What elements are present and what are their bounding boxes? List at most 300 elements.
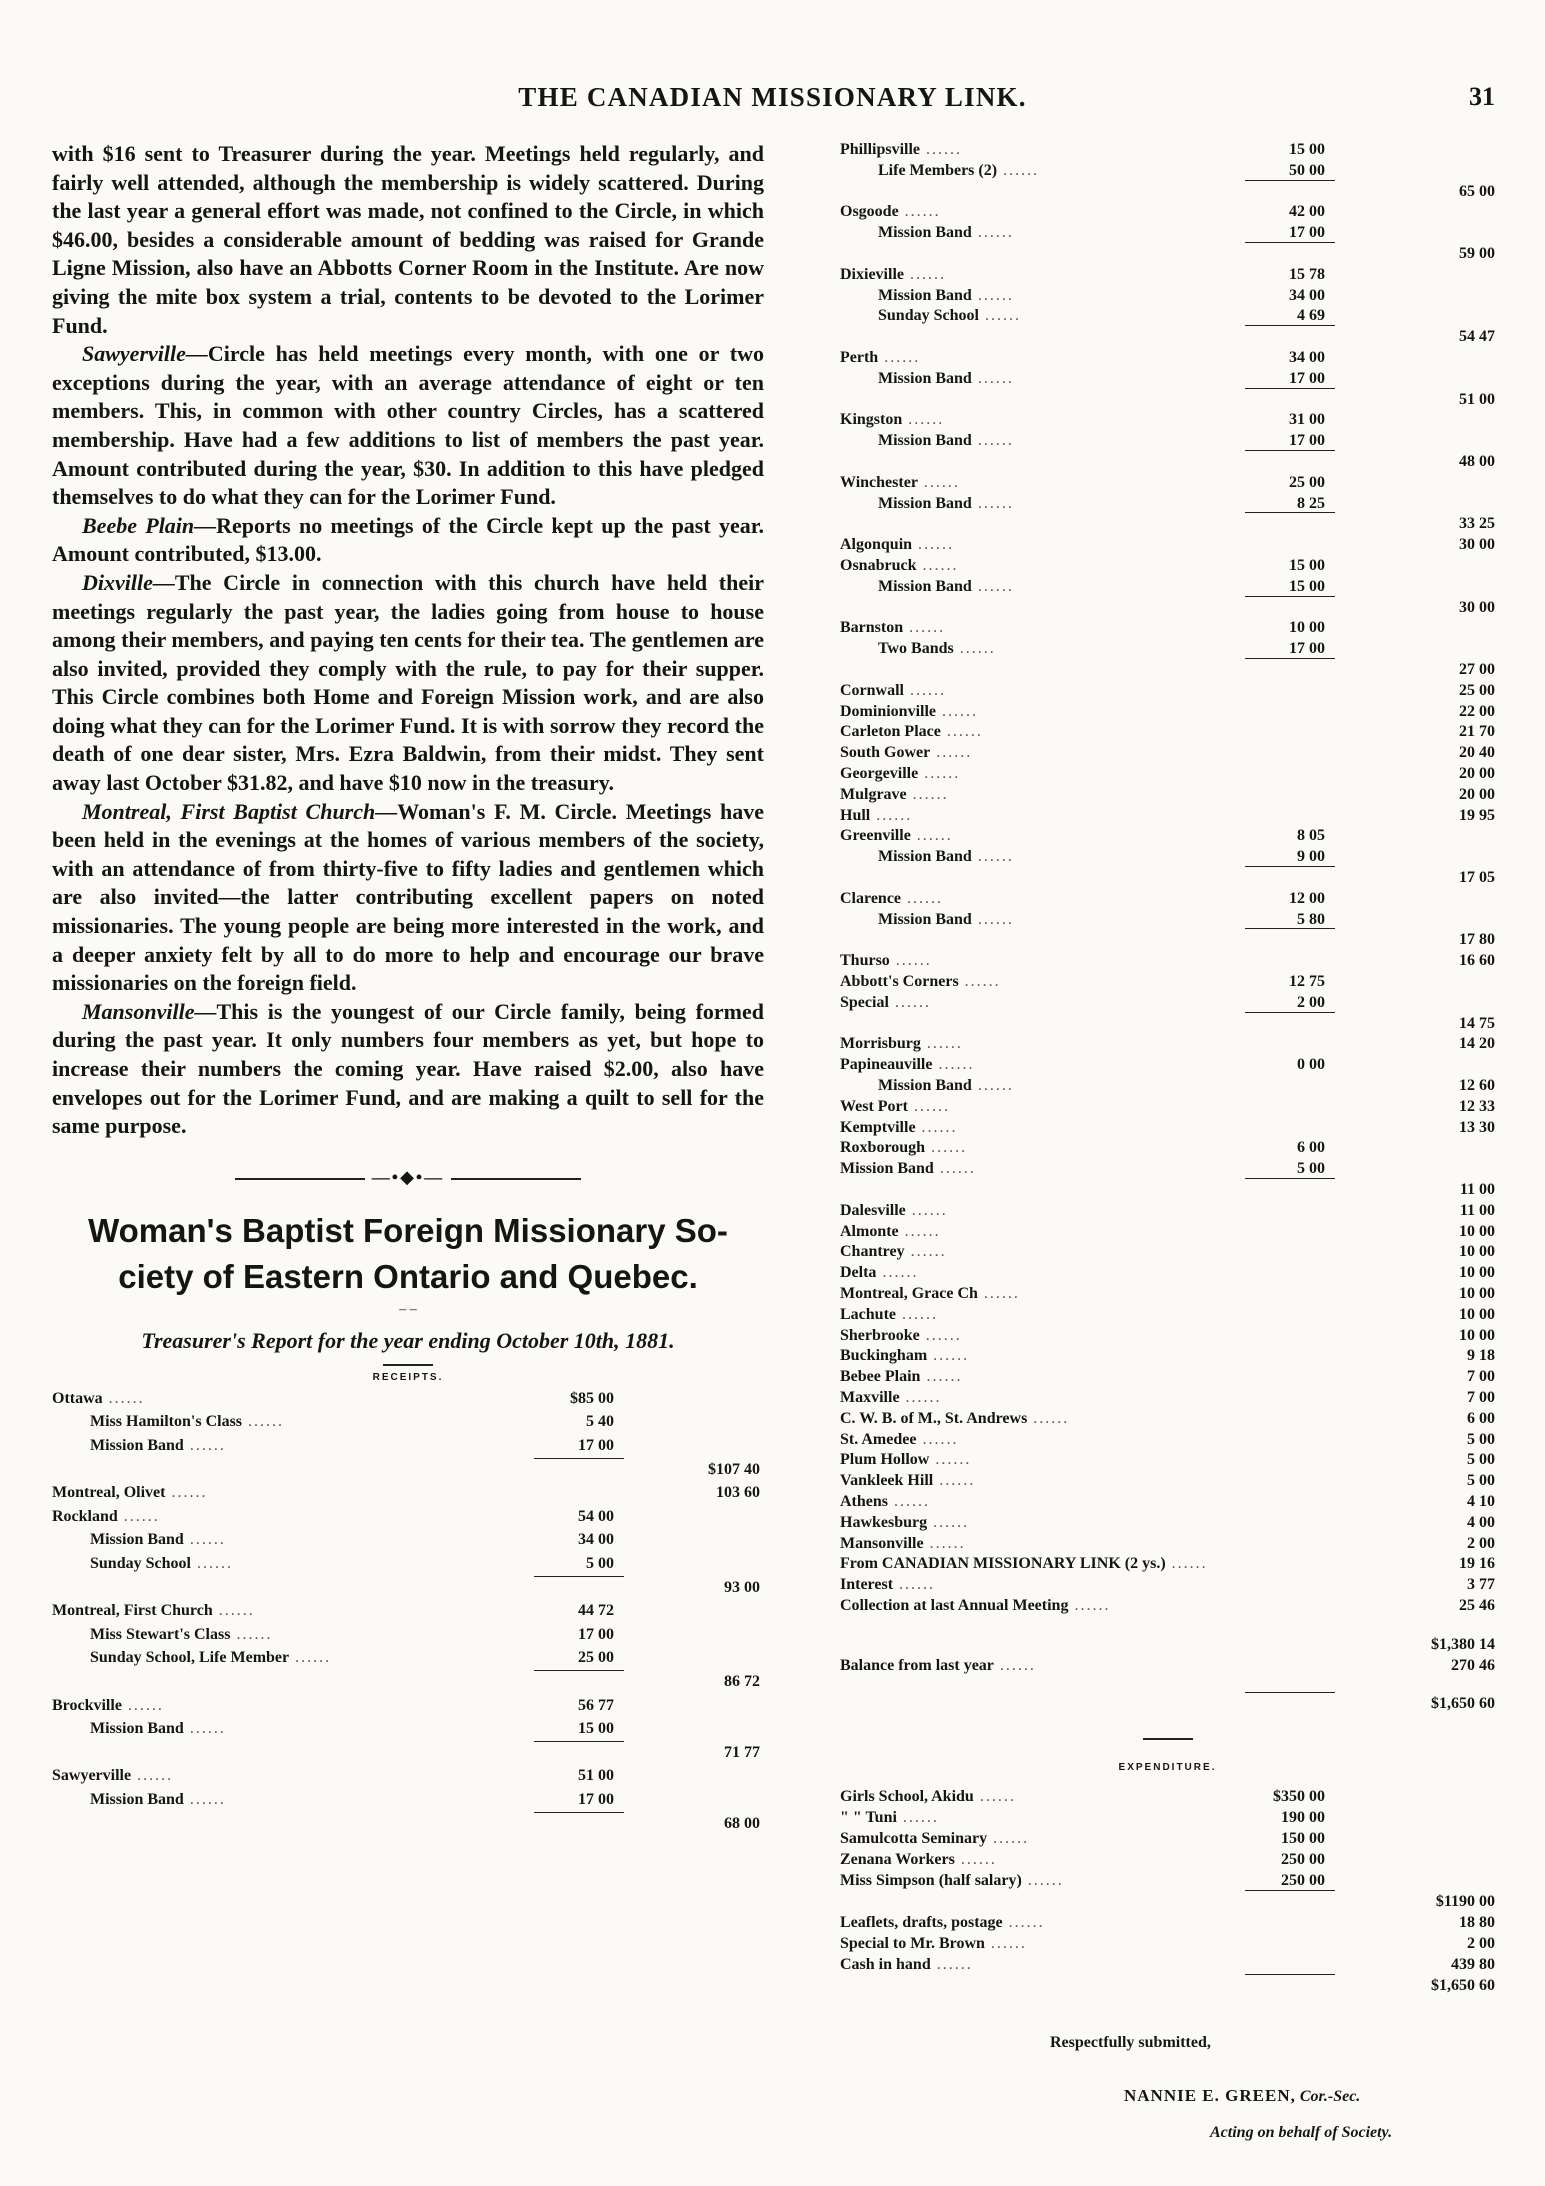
account-label: Miss Hamilton's Class ......: [90, 1413, 285, 1431]
account-label: Special to Mr. Brown ......: [840, 1935, 1027, 1952]
account-row: [840, 1575, 1495, 1595]
account-row: [840, 1138, 1495, 1158]
account-amount: 17 00: [1289, 432, 1325, 450]
sum-rule: [534, 1741, 624, 1742]
account-row: [840, 1180, 1495, 1200]
account-row: [840, 1034, 1495, 1054]
account-label: " " Tuni ......: [840, 1809, 939, 1826]
account-total: 25 00: [1459, 681, 1495, 699]
account-total: 14 20: [1459, 1035, 1495, 1053]
account-row: [52, 1743, 764, 1763]
paragraph-lead: Montreal, First Baptist Church—: [82, 798, 398, 824]
paragraph-text: with $16 sent to Treasurer during the year. Meetings held regularly, and fairly well attended, although the membership is widely scattered. During the last year a general effort was made, not confined to the Circle, in which $46.00, besides a considerable amount of bedding was raised for Grande Ligne Mission, also have an Abbotts Corner Room in the Institute. Are now giving the mite box system a trial, contents to be devoted to the Lorimer Fund.: [52, 141, 764, 338]
account-row: [840, 681, 1495, 701]
paragraph-text: The Circle in connection with this church have held their meetings regularly the past year, the ladies going from house to house among their members, and paying ten cents for their tea. The gentlemen are also invited, provided they comply with the rule, to pay for their supper. This Circle combines both Home and Foreign Mission work, and are also doing what they can for the Lorimer Fund. It is with sorrow they record the death of one dear sister, Mrs. Ezra Baldwin, from their midst. They sent away last October $31.82, and have $10 now in the treasury.: [52, 569, 764, 796]
account-label: Samulcotta Seminary ......: [840, 1830, 1030, 1847]
account-label: Papineauville ......: [840, 1056, 975, 1074]
report-paragraph: [52, 798, 764, 998]
account-label: South Gower ......: [840, 744, 973, 762]
account-amount: 8 05: [1297, 827, 1325, 845]
account-label: Life Members (2) ......: [878, 161, 1040, 179]
account-label: C. W. B. of M., St. Andrews ......: [840, 1409, 1070, 1427]
account-label: Cash in hand ......: [840, 1956, 973, 1973]
account-amount: 250 00: [1281, 1851, 1325, 1868]
account-row: [840, 868, 1495, 888]
account-row: [840, 1388, 1495, 1408]
account-total: 11 00: [1459, 1181, 1495, 1198]
account-total: 20 40: [1459, 744, 1495, 762]
account-row: [52, 1625, 764, 1645]
account-amount: 50 00: [1289, 161, 1325, 179]
account-row: [840, 1829, 1495, 1849]
account-total: 7 00: [1467, 1389, 1495, 1406]
account-total: 7 00: [1467, 1368, 1495, 1386]
account-amount: 5 00: [586, 1554, 614, 1572]
account-row: [840, 1242, 1495, 1262]
account-total: 5 00: [1467, 1472, 1495, 1490]
account-label: Clarence ......: [840, 889, 944, 907]
account-label: Maxville ......: [840, 1389, 942, 1406]
account-row: [840, 1076, 1495, 1096]
account-amount: 15 00: [1289, 141, 1325, 158]
account-label: Special ......: [840, 993, 931, 1011]
account-row: [840, 1871, 1495, 1891]
signatory-role: Acting on behalf of Society.: [1210, 2124, 1393, 2141]
account-amount: 15 00: [578, 1720, 614, 1738]
account-row: [840, 1263, 1495, 1283]
account-amount: 15 00: [1289, 577, 1325, 595]
account-label: Zenana Workers ......: [840, 1851, 997, 1868]
account-row: [840, 1934, 1495, 1954]
account-total: 48 00: [1459, 453, 1495, 470]
account-total: 5 00: [1467, 1430, 1495, 1448]
receipts-table-left: [52, 1389, 764, 1849]
account-row: [840, 327, 1495, 347]
account-amount: 34 00: [1289, 286, 1325, 304]
account-amount: 8 25: [1297, 494, 1325, 512]
account-row: [52, 1483, 764, 1503]
account-amount: 12 75: [1289, 973, 1325, 990]
signature-block: [1124, 2086, 1360, 2106]
society-title: Woman's Baptist Foreign Missionary So- ciety of Eastern Ontario and Quebec.: [88, 1211, 728, 1295]
account-total: 21 70: [1459, 723, 1495, 741]
account-total: 65 00: [1459, 182, 1495, 200]
report-title: Treasurer's Report for the year ending October 10th, 1881.: [141, 1327, 675, 1353]
sum-rule: [1245, 1012, 1335, 1013]
account-row: [840, 1534, 1495, 1554]
sum-rule: [1245, 388, 1335, 389]
account-amount: 190 00: [1281, 1809, 1325, 1826]
sum-rule: [1245, 866, 1335, 867]
account-row: [52, 1460, 764, 1480]
account-label: Carleton Place ......: [840, 723, 983, 741]
account-amount: 250 00: [1281, 1872, 1325, 1889]
account-total: 19 95: [1459, 806, 1495, 824]
account-row: [840, 764, 1495, 784]
account-label: Barnston ......: [840, 619, 946, 637]
account-label: Dalesville ......: [840, 1201, 948, 1219]
account-row: [52, 1719, 764, 1739]
paragraph-text: This is the youngest of our Circle family, being formed during the past year. It only numbers four members as yet, but hope to increase their numbers the coming year. Have raised $2.00, also have envelopes out for the Lorimer Fund, and are making a quilt to sell for the same purpose.: [52, 998, 764, 1139]
account-row: [52, 1507, 764, 1527]
right-column: [840, 140, 1495, 1740]
account-label: Plum Hollow ......: [840, 1451, 972, 1469]
account-total: 59 00: [1459, 245, 1495, 262]
account-row: [840, 410, 1495, 430]
sum-rule: [1245, 928, 1335, 929]
account-amount: 10 00: [1289, 619, 1325, 637]
expenditure-table: [840, 1787, 1495, 2007]
account-row: [52, 1554, 764, 1574]
paragraph-text: Circle has held meetings every month, with one or two exceptions during the year, with an average attendance of eight or ten members. This, in common with other country Circles, has a scattered membership. Have had a few additions to list of members the past year. Amount contributed during the year, $30. In addition to this have pledged themselves to do what they can for the Lorimer Fund.: [52, 341, 764, 510]
account-amount: 4 69: [1297, 307, 1325, 325]
receipts-table-right: [840, 140, 1495, 1740]
account-total: 16 60: [1459, 952, 1495, 970]
account-row: [52, 1790, 764, 1810]
sum-rule: [534, 1576, 624, 1577]
account-row: [840, 1471, 1495, 1491]
left-column: [52, 140, 764, 1849]
account-label: Abbott's Corners ......: [840, 973, 1001, 990]
account-total: 2 00: [1467, 1935, 1495, 1952]
account-label: From CANADIAN MISSIONARY LINK (2 ys.) ......: [840, 1555, 1208, 1573]
account-amount: 17 00: [578, 1436, 614, 1454]
account-row: [840, 1284, 1495, 1304]
account-total: $1,380 14: [1431, 1635, 1495, 1653]
account-label: Mission Band ......: [878, 1077, 1014, 1094]
account-row: [52, 1601, 764, 1621]
account-label: Mission Band ......: [878, 432, 1014, 450]
account-label: Vankleek Hill ......: [840, 1472, 976, 1490]
account-label: Lachute ......: [840, 1305, 938, 1323]
account-row: [840, 452, 1495, 472]
account-total: 17 05: [1459, 869, 1495, 886]
account-total: 33 25: [1459, 515, 1495, 533]
account-label: Kingston ......: [840, 411, 945, 429]
account-total: 2 00: [1467, 1534, 1495, 1552]
account-total: 11 00: [1459, 1201, 1495, 1219]
account-row: [52, 1648, 764, 1668]
account-label: Hawkesburg ......: [840, 1513, 970, 1531]
account-label: Leaflets, drafts, postage ......: [840, 1914, 1045, 1931]
account-label: Sawyerville ......: [52, 1767, 174, 1785]
account-label: Ottawa ......: [52, 1389, 145, 1407]
account-label: Mission Band ......: [90, 1790, 226, 1808]
account-row: [840, 722, 1495, 742]
sum-rule: [1245, 325, 1335, 326]
account-label: Two Bands ......: [878, 640, 996, 658]
signatory-title: Cor.-Sec.: [1299, 2088, 1361, 2105]
account-total: 103 60: [716, 1484, 760, 1502]
report-paragraph: [52, 998, 764, 1141]
account-label: Georgeville ......: [840, 765, 961, 782]
account-row: [840, 993, 1495, 1013]
account-label: Mission Band ......: [878, 286, 1014, 304]
sum-rule: [1245, 1890, 1335, 1891]
account-row: [52, 1578, 764, 1598]
account-row: [840, 1014, 1495, 1034]
paragraph-lead: Dixville—: [82, 569, 175, 595]
account-label: Miss Simpson (half salary) ......: [840, 1872, 1064, 1889]
account-total: 51 00: [1459, 390, 1495, 408]
account-label: Mission Band ......: [90, 1531, 226, 1549]
account-total: 22 00: [1459, 702, 1495, 720]
account-amount: 17 00: [578, 1625, 614, 1643]
account-total: 19 16: [1459, 1555, 1495, 1573]
account-amount: 42 00: [1289, 203, 1325, 221]
account-row: [840, 1694, 1495, 1714]
account-total: 10 00: [1459, 1305, 1495, 1323]
account-row: [52, 1696, 764, 1716]
account-row: [840, 1808, 1495, 1828]
account-label: Delta ......: [840, 1264, 919, 1282]
account-row: [840, 1409, 1495, 1429]
sum-rule: [534, 1670, 624, 1671]
account-row: [52, 1412, 764, 1432]
account-label: Sunday School, Life Member ......: [90, 1649, 332, 1667]
sum-rule: [1245, 1178, 1335, 1179]
account-amount: 54 00: [578, 1507, 614, 1525]
sum-rule: [1245, 658, 1335, 659]
account-row: [840, 847, 1495, 867]
account-row: [840, 431, 1495, 451]
account-total: 86 72: [724, 1672, 760, 1690]
account-total: 270 46: [1451, 1656, 1495, 1674]
account-row: [840, 826, 1495, 846]
account-label: Sunday School ......: [878, 307, 1021, 325]
account-amount: 15 00: [1289, 557, 1325, 574]
account-row: [840, 785, 1495, 805]
account-row: [840, 1596, 1495, 1616]
account-row: [840, 598, 1495, 618]
account-label: Phillipsville ......: [840, 141, 963, 158]
account-total: 18 80: [1459, 1914, 1495, 1931]
account-row: [840, 639, 1495, 659]
account-row: [840, 348, 1495, 368]
account-total: 10 00: [1459, 1264, 1495, 1282]
account-amount: 17 00: [1289, 640, 1325, 658]
account-row: [840, 1635, 1495, 1655]
account-label: Cornwall ......: [840, 681, 946, 699]
account-label: Brockville ......: [52, 1696, 164, 1714]
account-row: [840, 161, 1495, 181]
account-amount: 5 80: [1297, 910, 1325, 928]
account-row: [840, 265, 1495, 285]
account-label: West Port ......: [840, 1097, 950, 1115]
account-total: 13 30: [1459, 1118, 1495, 1136]
expenditure-section: [840, 1738, 1495, 2007]
account-row: [840, 535, 1495, 555]
account-row: [840, 1305, 1495, 1325]
account-amount: 5 40: [586, 1413, 614, 1431]
account-label: Greenville ......: [840, 827, 953, 845]
account-amount: 34 00: [578, 1531, 614, 1549]
report-paragraph: [52, 512, 764, 569]
account-total: $1190 00: [1435, 1893, 1495, 1910]
account-total: 14 75: [1459, 1014, 1495, 1032]
account-row: [840, 494, 1495, 514]
account-row: [840, 1326, 1495, 1346]
account-total: 93 00: [724, 1578, 760, 1596]
paragraph-lead: Beebe Plain—: [82, 512, 217, 538]
account-label: Osnabruck ......: [840, 557, 959, 574]
account-row: [52, 1672, 764, 1692]
account-row: [840, 930, 1495, 950]
paragraph-text: Woman's F. M. Circle. Meetings have been held in the evenings at the homes of various members of the society, with an attendance of from thirty-five to fifty ladies and gentlemen which are also invited—the latter contributing excellent papers on noted missionaries. The young people are being more interested in the work, and a deeper anxiety felt by all to do more to help and encourage our brave missionaries on the foreign field.: [52, 798, 764, 996]
short-rule: [1143, 1738, 1193, 1740]
account-label: Sunday School ......: [90, 1554, 233, 1572]
account-row: [840, 889, 1495, 909]
section-divider: —•◆•—: [52, 1167, 764, 1188]
account-label: Mission Band ......: [878, 494, 1014, 512]
report-paragraph: [52, 340, 764, 512]
account-label: Mission Band ......: [878, 577, 1014, 595]
account-total: 20 00: [1459, 765, 1495, 782]
account-label: Almonte ......: [840, 1222, 941, 1240]
account-row: [840, 1976, 1495, 1996]
account-total: 17 80: [1459, 931, 1495, 949]
account-label: Kemptville ......: [840, 1118, 958, 1136]
account-row: [52, 1436, 764, 1456]
account-label: Osgoode ......: [840, 203, 941, 221]
account-total: 30 00: [1459, 536, 1495, 554]
account-row: [840, 660, 1495, 680]
account-row: [840, 1955, 1495, 1975]
account-label: Mission Band ......: [90, 1436, 226, 1454]
account-row: [840, 951, 1495, 971]
account-row: [840, 306, 1495, 326]
account-total: 10 00: [1459, 1222, 1495, 1240]
account-amount: 6 00: [1297, 1139, 1325, 1157]
sum-rule: [1245, 596, 1335, 597]
sum-rule: [1245, 1974, 1335, 1975]
account-amount: 2 00: [1297, 993, 1325, 1011]
account-row: [840, 1118, 1495, 1138]
receipts-heading: RECEIPTS.: [372, 1371, 444, 1383]
account-row: [840, 1850, 1495, 1870]
page-number: 31: [1469, 82, 1495, 111]
account-total: 54 47: [1459, 328, 1495, 346]
account-row: [52, 1530, 764, 1550]
paragraph-lead: Mansonville—: [82, 998, 217, 1024]
account-total: 12 60: [1459, 1077, 1495, 1094]
sum-rule: [1245, 512, 1335, 513]
account-label: Mission Band ......: [90, 1720, 226, 1738]
account-total: 6 00: [1467, 1409, 1495, 1427]
account-total: 10 00: [1459, 1243, 1495, 1261]
account-label: Miss Stewart's Class ......: [90, 1625, 273, 1643]
report-paragraph: [52, 140, 764, 340]
account-amount: 17 00: [1289, 224, 1325, 242]
account-total: 10 00: [1459, 1326, 1495, 1344]
account-label: Mansonville ......: [840, 1534, 966, 1552]
account-row: [52, 1814, 764, 1834]
account-row: [840, 1159, 1495, 1179]
account-label: Dominionville ......: [840, 702, 979, 720]
account-row: [840, 556, 1495, 576]
sum-rule: [534, 1458, 624, 1459]
account-row: [840, 1367, 1495, 1387]
sum-rule: [1245, 1692, 1335, 1693]
account-row: [840, 473, 1495, 493]
account-total: 10 00: [1459, 1285, 1495, 1302]
expenditure-heading: EXPENDITURE.: [1118, 1762, 1217, 1773]
account-total: 4 10: [1467, 1493, 1495, 1510]
account-row: [840, 577, 1495, 597]
account-row: [840, 1913, 1495, 1933]
account-total: 5 00: [1467, 1451, 1495, 1469]
account-row: [840, 1554, 1495, 1574]
short-rule: [383, 1364, 433, 1366]
account-label: Montreal, First Church ......: [52, 1602, 255, 1620]
account-amount: 15 78: [1289, 265, 1325, 283]
account-label: Montreal, Grace Ch ......: [840, 1285, 1020, 1302]
title-dash: – –: [399, 1301, 417, 1317]
page-header-title: THE CANADIAN MISSIONARY LINK.: [518, 82, 1027, 112]
sum-rule: [534, 1812, 624, 1813]
account-row: [840, 1346, 1495, 1366]
account-row: [840, 910, 1495, 930]
sum-rule: [1245, 180, 1335, 181]
report-paragraph: [52, 569, 764, 798]
account-amount: 56 77: [578, 1696, 614, 1714]
account-label: Interest ......: [840, 1576, 936, 1594]
account-total: 30 00: [1459, 598, 1495, 616]
account-label: Sherbrooke ......: [840, 1326, 962, 1344]
account-label: Algonquin ......: [840, 536, 955, 554]
account-row: [52, 1389, 764, 1409]
account-total: 12 33: [1459, 1097, 1495, 1115]
account-total: 20 00: [1459, 785, 1495, 803]
account-amount: 25 00: [1289, 473, 1325, 491]
account-amount: 17 00: [1289, 369, 1325, 387]
account-label: Montreal, Olivet ......: [52, 1484, 208, 1502]
account-label: St. Amedee ......: [840, 1430, 959, 1448]
account-label: Buckingham ......: [840, 1347, 970, 1365]
account-row: [840, 1222, 1495, 1242]
account-total: $1,650 60: [1431, 1977, 1495, 1994]
account-row: [840, 244, 1495, 264]
account-amount: 34 00: [1289, 349, 1325, 366]
account-label: Chantrey ......: [840, 1243, 947, 1261]
account-amount: 9 00: [1297, 848, 1325, 866]
account-row: [840, 202, 1495, 222]
account-total: 25 46: [1459, 1597, 1495, 1614]
account-row: [840, 1492, 1495, 1512]
account-label: Mission Band ......: [878, 910, 1014, 928]
account-label: Hull ......: [840, 806, 913, 824]
account-total: 4 00: [1467, 1513, 1495, 1531]
account-amount: 31 00: [1289, 411, 1325, 429]
account-total: $107 40: [708, 1460, 760, 1478]
account-row: [840, 140, 1495, 160]
account-row: [52, 1766, 764, 1786]
account-amount: $350 00: [1273, 1788, 1325, 1805]
account-row: [840, 972, 1495, 992]
account-label: Winchester ......: [840, 473, 960, 491]
account-row: [840, 286, 1495, 306]
account-label: Mission Band ......: [878, 369, 1014, 387]
account-amount: 51 00: [578, 1767, 614, 1785]
account-row: [840, 618, 1495, 638]
account-amount: 150 00: [1281, 1830, 1325, 1847]
sum-rule: [1245, 450, 1335, 451]
account-label: Morrisburg ......: [840, 1035, 963, 1053]
account-amount: 25 00: [578, 1649, 614, 1667]
account-amount: 44 72: [578, 1602, 614, 1620]
account-amount: 12 00: [1289, 889, 1325, 907]
account-label: Mission Band ......: [878, 224, 1014, 242]
